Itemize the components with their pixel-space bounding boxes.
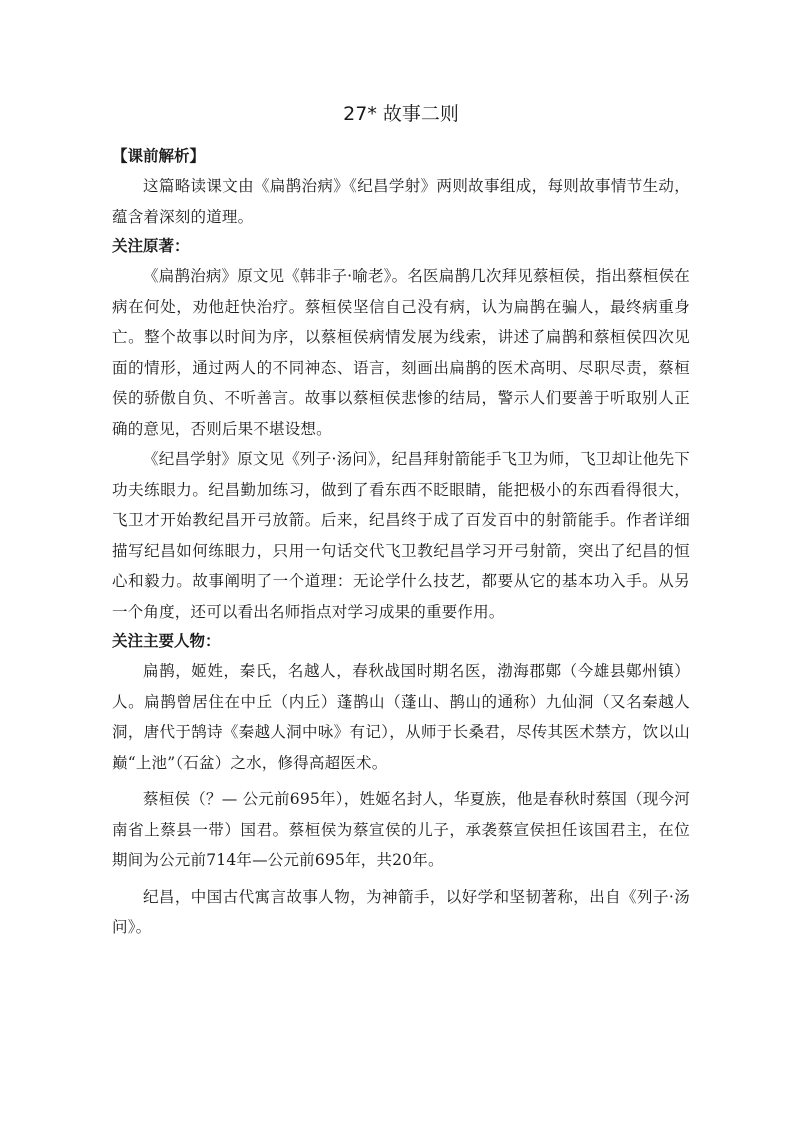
original-work-heading: 关注原著： (112, 237, 190, 255)
character-paragraph-jichang: 纪昌，中国古代寓言故事人物，为神箭手，以好学和坚韧著称，出自《列子·汤问》。 (112, 887, 690, 936)
main-characters-heading: 关注主要人物： (112, 632, 221, 650)
intro-paragraph: 这篇略读课文由《扁鹊治病》《纪昌学射》两则故事组成，每则故事情节生动，蕴含着深刻的道理。 (112, 177, 690, 226)
character-paragraph-bianque: 扁鹊，姬姓，秦氏，名越人，春秋战国时期名医，渤海郡鄚（今雄县鄚州镇）人。扁鹊曾居住在中丘（内丘）蓬鹊山（蓬山、鹊山的通称）九仙洞（又名秦越人洞，唐代于鹄诗《秦越人洞中咏》有记），从师于长桑君，尽传其医术禁方，饮以山巅“上池”（石盆）之水，修得高超医术。 (112, 662, 690, 772)
section-intro-heading: 【课前解析】 (112, 147, 206, 165)
original-paragraph-bianque: 《扁鹊治病》原文见《韩非子·喻老》。名医扁鹊几次拜见蔡桓侯，指出蔡桓侯在病在何处，劝他赶快治疗。蔡桓侯坚信自己没有病，认为扁鹊在骗人，最终病重身亡。整个故事以时间为序，以蔡桓侯病情发展为线索，讲述了扁鹊和蔡桓侯四次见面的情形，通过两人的不同神态、语言，刻画出扁鹊的医术高明、尽职尽责，蔡桓侯的骄傲自负、不听善言。故事以蔡桓侯悲惨的结局，警示人们要善于听取别人正确的意见，否则后果不堪设想。 (112, 267, 690, 438)
character-paragraph-caihuanhou: 蔡桓侯（？— 公元前695年），姓姬名封人，华夏族，他是春秋时蔡国（现今河南省上蔡县一带）国君。蔡桓侯为蔡宣侯的儿子，承袭蔡宣侯担任该国君主，在位期间为公元前714年—公元前695年，共20年。 (112, 790, 690, 869)
document-body (112, 100, 690, 943)
lesson-title: 27* 故事二则 (343, 103, 459, 125)
original-paragraph-jichang: 《纪昌学射》原文见《列子·汤问》，纪昌拜射箭能手飞卫为师，飞卫却让他先下功夫练眼力。纪昌勤加练习，做到了看东西不眨眼睛，能把极小的东西看得很大，飞卫才开始教纪昌开弓放箭。后来，纪昌终于成了百发百中的射箭能手。作者详细描写纪昌如何练眼力，只用一句话交代飞卫教纪昌学习开弓射箭，突出了纪昌的恒心和毅力。故事阐明了一个道理：无论学什么技艺，都要从它的基本功入手。从另一个角度，还可以看出名师指点对学习成果的重要作用。 (112, 450, 690, 621)
